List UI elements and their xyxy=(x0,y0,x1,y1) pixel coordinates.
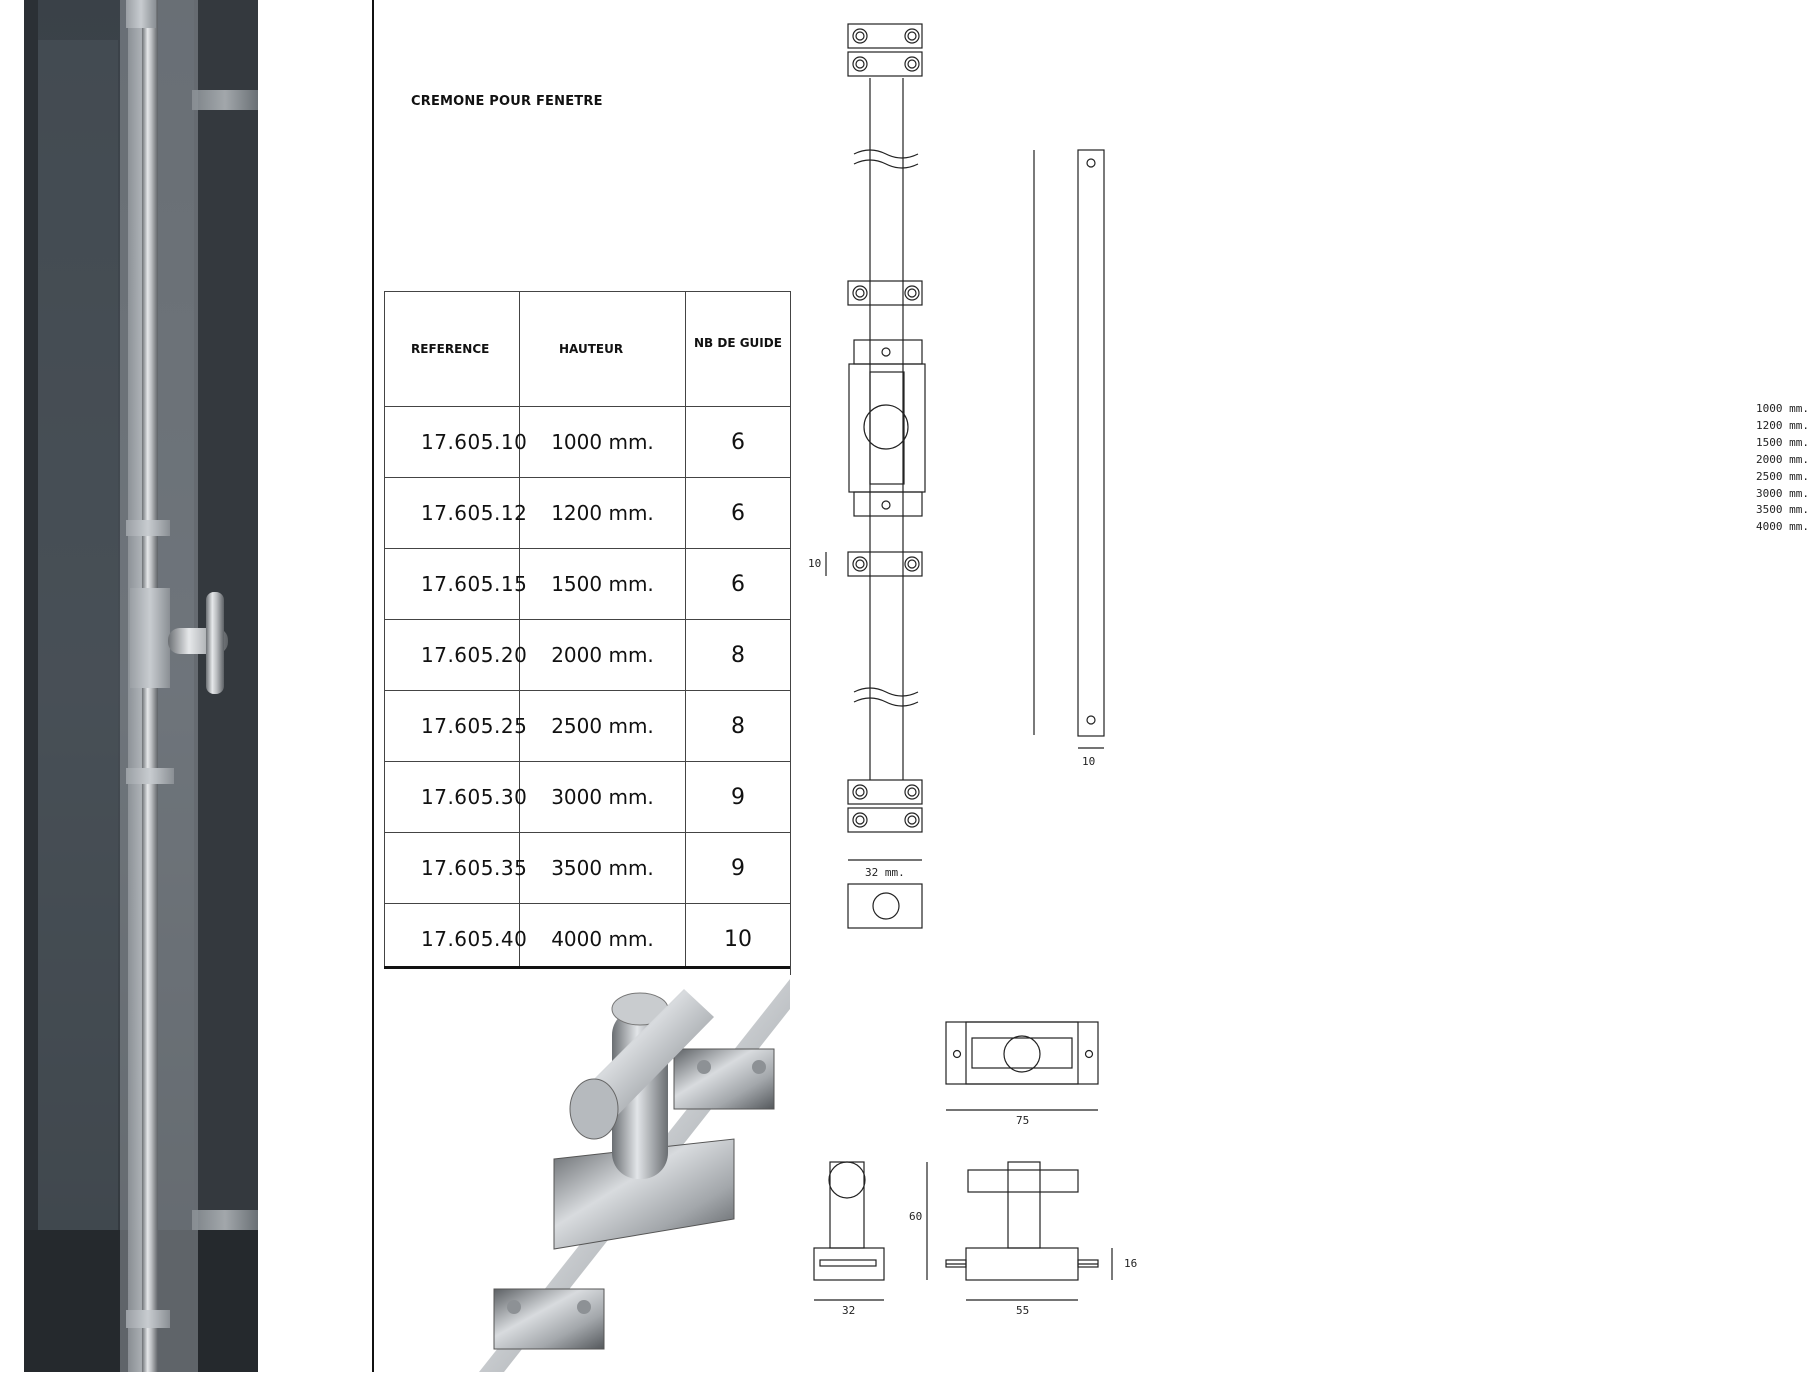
cell-guides: 8 xyxy=(686,620,791,691)
cell-hauteur: 1000 mm. xyxy=(520,407,686,478)
cell-reference: 17.605.30 xyxy=(385,762,520,833)
cell-hauteur: 3000 mm. xyxy=(520,762,686,833)
dim-75-label: 75 xyxy=(1016,1114,1030,1127)
dim-bar-width-label: 10 xyxy=(1082,755,1096,768)
header-hauteur: HAUTEUR xyxy=(520,292,686,407)
window-photo-graphic xyxy=(24,0,258,1372)
cell-guides: 10 xyxy=(686,904,791,975)
cell-guides: 9 xyxy=(686,762,791,833)
cell-reference: 17.605.15 xyxy=(385,549,520,620)
table-row xyxy=(385,478,791,549)
dim-55-label: 55 xyxy=(1016,1304,1030,1317)
cell-reference: 17.605.40 xyxy=(385,904,520,975)
length-option: 3000 mm. xyxy=(1756,486,1809,500)
cell-reference: 17.605.12 xyxy=(385,478,520,549)
technical-drawing xyxy=(790,0,1809,1372)
dim-guide-width-label: 32 mm. xyxy=(865,866,905,879)
table-row xyxy=(385,833,791,904)
cell-hauteur: 3500 mm. xyxy=(520,833,686,904)
spec-table xyxy=(384,291,791,975)
cell-reference: 17.605.20 xyxy=(385,620,520,691)
cell-reference: 17.605.25 xyxy=(385,691,520,762)
technical-drawing-lines xyxy=(790,0,1200,1372)
length-option: 3500 mm. xyxy=(1756,503,1809,517)
cell-hauteur: 4000 mm. xyxy=(520,904,686,975)
window-photo xyxy=(24,0,258,1372)
table-row xyxy=(385,407,791,478)
cell-guides: 6 xyxy=(686,478,791,549)
vertical-divider xyxy=(372,0,374,1372)
dim-side-label: 10 xyxy=(808,557,822,570)
header-reference: REFERENCE xyxy=(385,292,520,407)
length-option: 4000 mm. xyxy=(1756,520,1809,534)
length-options xyxy=(1756,401,1809,536)
cell-hauteur: 1200 mm. xyxy=(520,478,686,549)
length-option: 2000 mm. xyxy=(1756,452,1809,466)
cell-guides: 6 xyxy=(686,407,791,478)
handle-closeup-photo xyxy=(384,969,790,1372)
dim-60-label: 60 xyxy=(909,1210,923,1223)
dim-32-label: 32 xyxy=(842,1304,856,1317)
table-row xyxy=(385,762,791,833)
table-row xyxy=(385,904,791,975)
handle-closeup-graphic xyxy=(384,969,790,1372)
page-title: CREMONE POUR FENETRE xyxy=(411,94,603,109)
cell-hauteur: 1500 mm. xyxy=(520,549,686,620)
cell-guides: 6 xyxy=(686,549,791,620)
length-option: 1000 mm. xyxy=(1756,402,1809,415)
table-header-row xyxy=(385,292,791,407)
length-option: 1500 mm. xyxy=(1756,435,1809,449)
cell-guides: 9 xyxy=(686,833,791,904)
table-row xyxy=(385,691,791,762)
cell-reference: 17.605.35 xyxy=(385,833,520,904)
cell-guides: 8 xyxy=(686,691,791,762)
header-nb-guide: NB DE GUIDE xyxy=(686,292,791,407)
cell-hauteur: 2000 mm. xyxy=(520,620,686,691)
cell-hauteur: 2500 mm. xyxy=(520,691,686,762)
length-option: 2500 mm. xyxy=(1756,469,1809,483)
dim-16-label: 16 xyxy=(1124,1257,1138,1270)
table-row xyxy=(385,549,791,620)
length-option: 1200 mm. xyxy=(1756,418,1809,432)
cell-reference: 17.605.10 xyxy=(385,407,520,478)
table-row xyxy=(385,620,791,691)
